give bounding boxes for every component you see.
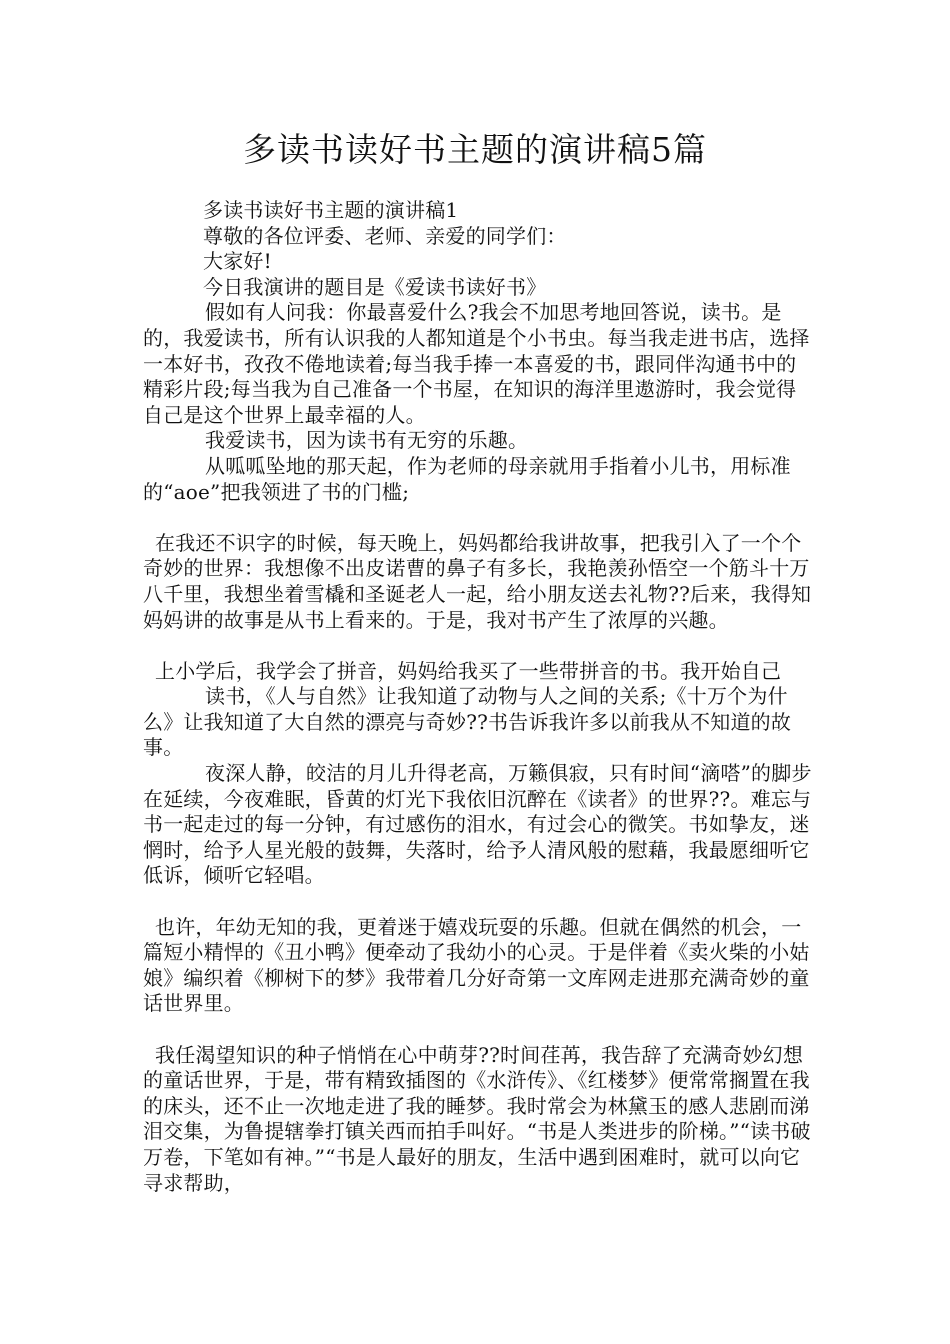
document-title: 多读书读好书主题的演讲稿5篇 (243, 130, 707, 169)
paragraph-gap (143, 505, 813, 531)
paragraph: 假如有人问我：你最喜爱什么?我会不加思考地回答说，读书。是的，我爱读书，所有认识我的人都知道是个小书虫。每当我走进书店，选择一本好书，孜孜不倦地读着;每当我手捧一本喜爱的书，跟同伴沟通书中的精彩片段;每当我为自己准备一个书屋，在知识的海洋里遨游时，我会觉得自己是这个世界上最幸福的人。 (143, 300, 810, 427)
paragraph: 上小学后，我学会了拼音，妈妈给我买了一些带拼音的书。我开始自己 (155, 658, 782, 683)
paragraph: 我爱读书，因为读书有无穷的乐趣。 (205, 428, 529, 453)
paragraph-subtitle: 多读书读好书主题的演讲稿1 (203, 198, 459, 222)
document-body (143, 198, 813, 1196)
paragraph-gap (143, 633, 813, 659)
paragraph-gap (143, 889, 813, 915)
paragraph-salutation: 尊敬的各位评委、老师、亲爱的同学们： (203, 223, 567, 248)
paragraph: 读书，《人与自然》让我知道了动物与人之间的关系;《十万个为什么》让我知道了大自然的漂亮与奇妙??书告诉我许多以前我从不知道的故事。 (143, 684, 792, 760)
paragraph: 从呱呱坠地的那天起，作为老师的母亲就用手指着小儿书，用标准的“aoe”把我领进了书的门槛; (143, 453, 791, 504)
paragraph: 在我还不识字的时候，每天晚上，妈妈都给我讲故事，把我引入了一个个奇妙的世界：我想像不出皮诺曹的鼻子有多长，我艳羡孙悟空一个筋斗十万八千里，我想坐着雪橇和圣诞老人一起，给小朋友送去礼物??后来，我得知妈妈讲的故事是从书上看来的。于是，我对书产生了浓厚的兴趣。 (143, 530, 812, 632)
paragraph: 我任渴望知识的种子悄悄在心中萌芽??时间荏苒，我告辞了充满奇妙幻想的童话世界，于是，带有精致插图的《水浒传》、《红楼梦》便常常搁置在我的床头，还不止一次地走进了我的睡梦。我时常会为林黛玉的感人悲剧而涕泪交集，为鲁提辖拳打镇关西而拍手叫好。“书是人类进步的阶梯。”“读书破万卷，下笔如有神。”“书是人最好的朋友，生活中遇到困难时，就可以向它寻求帮助， (143, 1042, 811, 1195)
paragraph-gap (143, 1017, 813, 1043)
paragraph-greeting: 大家好! (203, 249, 272, 274)
paragraph-topic: 今日我演讲的题目是《爱读书读好书》 (203, 274, 547, 299)
paragraph: 夜深人静，皎洁的月儿升得老高，万籁俱寂，只有时间“滴嗒”的脚步在延续，今夜难眠，昏黄的灯光下我依旧沉醉在《读者》的世界??。难忘与书一起走过的每一分钟，有过感伤的泪水，有过会心的微笑。书如挚友，迷惘时，给予人星光般的鼓舞，失落时，给予人清风般的慰藉，我最愿细听它低诉，倾听它轻唱。 (143, 761, 812, 888)
paragraph: 也许，年幼无知的我，更着迷于嬉戏玩耍的乐趣。但就在偶然的机会，一篇短小精悍的《丑小鸭》便牵动了我幼小的心灵。于是伴着《卖火柴的小姑娘》编织着《柳树下的梦》我带着几分好奇第一文库网走进那充满奇妙的童话世界里。 (143, 914, 810, 1016)
